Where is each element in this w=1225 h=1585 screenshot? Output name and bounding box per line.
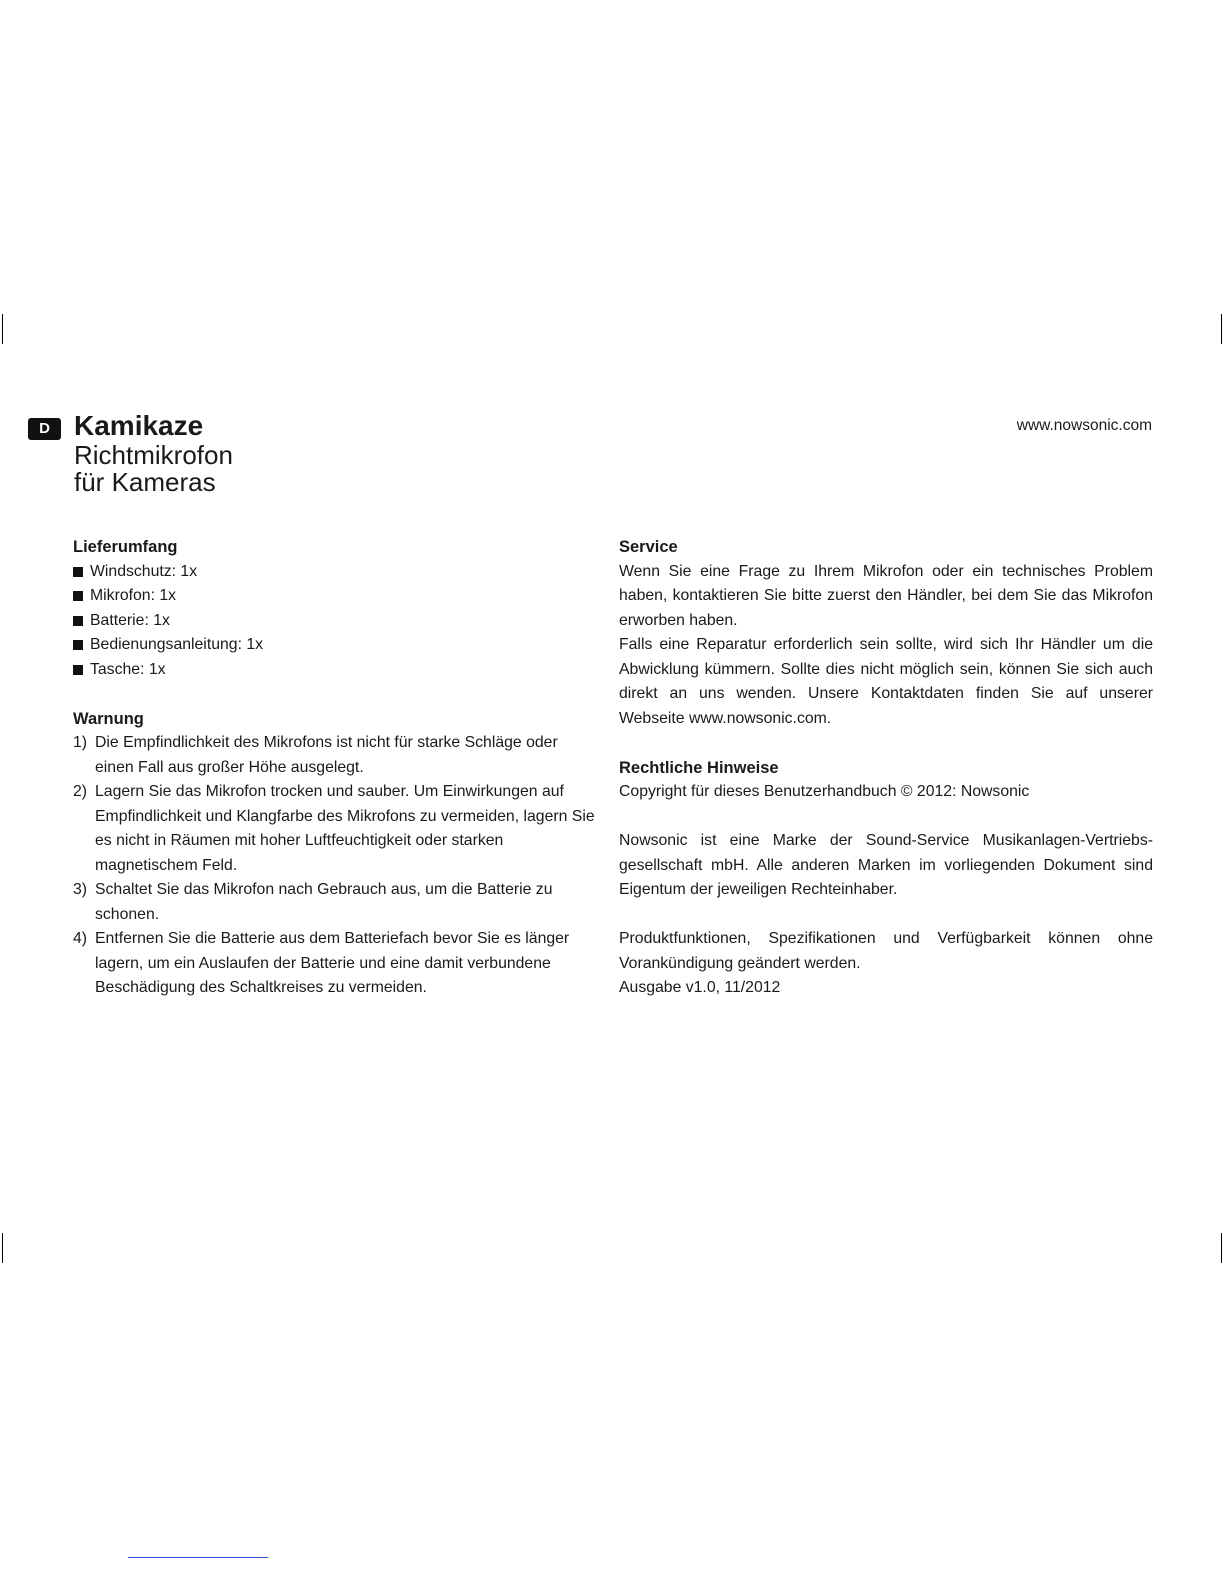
square-bullet-icon <box>73 665 83 675</box>
warning-heading: Warnung <box>73 709 144 728</box>
square-bullet-icon <box>73 616 83 626</box>
copyright-text: Copyright für dieses Benutzerhandbuch © 2012: Nowsonic <box>619 783 1030 800</box>
warning-item: 4) Entfernen Sie die Batterie aus dem Batteriefach bevor Sie es länger lagern, um ein Auslaufen der Batterie und eine damit verbundene Beschädigung des Schaltkreises zu vermeiden. <box>73 930 570 996</box>
list-item: Batterie: 1x <box>73 609 598 634</box>
crop-mark-bottom-right <box>1221 1233 1222 1263</box>
crop-mark-bottom-left <box>2 1233 3 1263</box>
square-bullet-icon <box>73 567 83 577</box>
bottom-rule <box>128 1557 268 1558</box>
crop-mark-top-left <box>2 314 3 344</box>
list-item: Bedienungsanleitung: 1x <box>73 633 598 658</box>
list-item: Tasche: 1x <box>73 658 598 683</box>
service-paragraph-1: Wenn Sie eine Frage zu Ihrem Mikrofon oder ein technisches Problem haben, kontaktieren Sie bitte zuerst den Händler, bei dem Sie das Mikrofon erworben haben. <box>619 562 1153 629</box>
list-item: Mikrofon: 1x <box>73 584 598 609</box>
left-column <box>73 535 598 1001</box>
service-paragraph-2: Falls eine Reparatur erforderlich sein sollte, wird sich Ihr Händler um die Abwicklung kümmern. Sollte dies nicht möglich sein, können Sie sich auch direkt an uns wenden. Unsere Kontaktdaten finden Sie auf unserer Webseite www.nowsonic.com. <box>619 636 1153 727</box>
notice-text: Produktfunktionen, Spezifikationen und Verfügbarkeit können ohne Vorankündigung geändert werden. <box>619 930 1153 972</box>
trademark-text: Nowsonic ist eine Marke der Sound-Service Musikanlagen-Vertriebs-gesellschaft mbH. Alle anderen Marken im vorliegenden Dokument sind Eigentum der jeweiligen Rechteinhaber. <box>619 832 1153 898</box>
subtitle-line-1: Richtmikrofon <box>74 440 233 470</box>
service-heading: Service <box>619 538 678 556</box>
warning-item: 3) Schaltet Sie das Mikrofon nach Gebrauch aus, um die Batterie zu schonen. <box>73 881 553 923</box>
scope-list <box>73 560 598 683</box>
legal-heading: Rechtliche Hinweise <box>619 758 779 777</box>
warning-list <box>73 731 598 1001</box>
title-block <box>74 410 233 496</box>
right-column <box>619 535 1153 1001</box>
warning-item: 1) Die Empfindlichkeit des Mikrofons ist nicht für starke Schläge oder einen Fall aus großer Höhe ausgelegt. <box>73 734 558 776</box>
square-bullet-icon <box>73 591 83 601</box>
crop-mark-top-right <box>1221 314 1222 344</box>
website-link[interactable]: www.nowsonic.com <box>1016 417 1152 434</box>
edition-text: Ausgabe v1.0, 11/2012 <box>619 979 781 996</box>
product-name: Kamikaze <box>74 410 204 441</box>
scope-heading: Lieferumfang <box>73 538 178 556</box>
list-item: Windschutz: 1x <box>73 560 598 585</box>
language-badge: D <box>28 418 61 440</box>
warning-item: 2) Lagern Sie das Mikrofon trocken und sauber. Um Einwirkungen auf Empfindlichkeit und Klangfarbe des Mikrofons zu vermeiden, lagern Sie es nicht in Räumen mit hoher Luftfeuchtigkeit oder starken magnetischem Feld. <box>73 783 595 874</box>
subtitle-line-2: für Kameras <box>74 467 216 497</box>
square-bullet-icon <box>73 640 83 650</box>
